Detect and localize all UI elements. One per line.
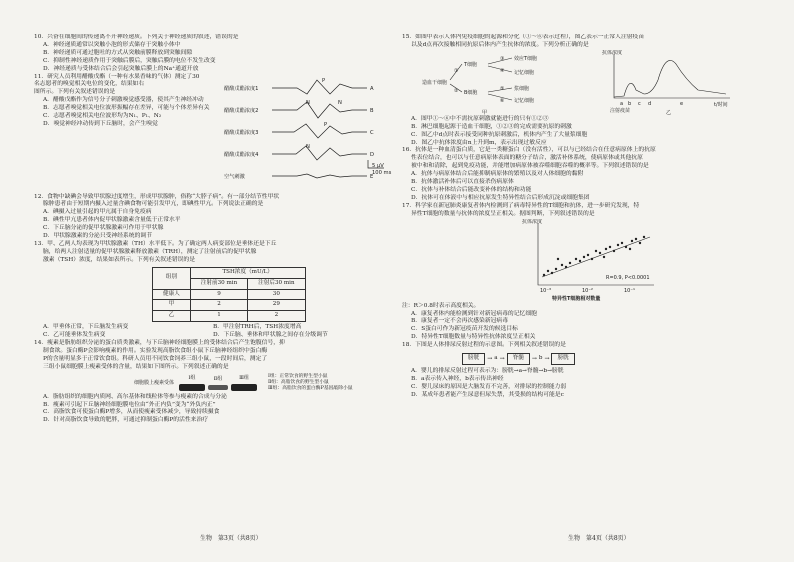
q15-figure-yi (602, 50, 742, 116)
q14-lane-3 (231, 375, 257, 391)
q14-band-1 (179, 384, 205, 391)
q15-proc-1: ① (454, 67, 459, 74)
q17-point (635, 237, 637, 239)
q16-stem-3: 被中和和清除，起到免疫功能，并能增加病原体被吞噬细胞吞噬的概率等。下列叙述错误的是 (411, 163, 649, 170)
q16-option-b: B．抗体激活补体后可以直接杀伤病原体 (411, 179, 514, 186)
q11-stem-1: 11．研究人员利用醋酸戊酯（一种有水果香味的气体）测定了30 (34, 73, 200, 80)
q15-cell-6: 记忆细胞 (514, 97, 535, 104)
q18-flow-bladder-1: 膀胱 (462, 353, 485, 365)
q17-point (639, 241, 641, 243)
q15-option-a: A．图甲①～⑥中不需抗原刺激就能进行的只有①②③ (411, 115, 549, 122)
q11-letter-c: C (370, 129, 374, 136)
q11-row-label-4: 醋酸戊酯浓度4 (224, 151, 259, 158)
q12-option-c: C．下丘脑分泌的促甲状腺激素可作用于甲状腺 (43, 225, 164, 232)
table-cell: 1 (190, 311, 247, 322)
table-cell: 29 (248, 300, 305, 311)
q17-point (617, 243, 619, 245)
q15-proc-4: ④ (500, 67, 505, 74)
q11-letter-d: D (370, 151, 374, 158)
q18-option-a: A．婴儿的排尿反射过程可表示为：膀胱→a→脊髓→b→膀胱 (411, 367, 564, 374)
q10-option-a: A．神经递质通常以突触小泡的形式储存于突触小体中 (43, 41, 181, 48)
q14-blot-legend (268, 374, 358, 392)
q14-option-d: D．针对高脂饮食导致的肥胖，可通过抑制蛋白酶P的活性来治疗 (43, 417, 209, 424)
q13-option-d: D．下丘脑、垂体和甲状腺之间存在分级调节 (213, 332, 328, 339)
q15-option-c: C．图乙中d点时表示接受同种抗原刺激后，机体内产生了大量浆细胞 (411, 131, 588, 138)
q17-point (591, 257, 593, 259)
q17-point (643, 235, 645, 237)
q17-option-b: B．康复者一定不会再次感染新冠病毒 (411, 318, 509, 325)
q10-option-d: D．神经递质与受体结合后会引起突触后膜上的Na⁺通道开放 (43, 65, 199, 72)
q16-option-d: D．抗体可在体液中与相应抗原发生特异性结合后形成沉淀或细胞集团 (411, 194, 590, 201)
q18-option-b: B．a表示传入神经，b表示传出神经 (411, 375, 504, 382)
q18-flow-arrow-3: → (531, 355, 537, 363)
q11-block (34, 74, 394, 194)
q15-proc-5: ⑤ (500, 85, 505, 92)
q11-row-label-5: 空气刺激 (224, 173, 245, 180)
q14-lane-label-3: Ⅲ组 (239, 374, 249, 381)
q11-option-d: D．嗅觉神经冲动传到下丘脑时，会产生嗅觉 (43, 120, 158, 127)
q17-point (575, 257, 577, 259)
q17-point (587, 253, 589, 255)
q15-yi-note: 注射疫苗 (610, 107, 631, 114)
q17-stat-label: R=0.9, P<0.0001 (606, 274, 650, 281)
q15-proc-6: ⑥ (500, 97, 505, 104)
q17-stem-2: 异性T细胞的数量与抗体的浓度呈正相关。据图判断，下列叙述错误的是 (411, 210, 595, 217)
q11-trace-3 (272, 121, 367, 138)
q13-options-row-1 (43, 324, 394, 332)
q12-option-a: A．碘摄入过量引起的甲亢属于自身免疫病 (43, 209, 152, 216)
left-page-footer: 生物 第3页（共8页） (200, 535, 262, 542)
q11-peak-n1: N (306, 99, 310, 106)
q11-peak-p1: P (322, 77, 326, 84)
q15-cell-3: 效应T细胞 (514, 55, 538, 62)
q17-points (543, 235, 645, 275)
q18-flow-a: a (494, 355, 498, 362)
q17-point (605, 247, 607, 249)
q17-point (557, 257, 559, 259)
q14-option-c: C．高脂饮食可使蛋白酶P增多，从而使瘦素受体减少，导致持续摄食 (43, 409, 220, 416)
q13-stem-1: 13．甲、乙两人均表现为甲状腺激素（TH）水平低下。为了确定两人病变部位是垂体还是下丘 (34, 240, 277, 247)
q17-point (609, 245, 611, 247)
q11-trace-2 (272, 99, 367, 118)
table-cell: 2 (190, 300, 247, 311)
q17-option-a: A．康复者体内能检测到针对新冠病毒的记忆细胞 (411, 310, 537, 317)
table-row (153, 311, 306, 322)
q14-lane-1 (179, 375, 205, 391)
q13-th-after: 注射后30 min (248, 278, 305, 289)
q17-point (579, 259, 581, 261)
q17-point (599, 251, 601, 253)
q15-yi-tick-c: c (638, 100, 641, 107)
q17-point (629, 247, 631, 249)
q14-stem-1: 14．瘦素是脂肪组织分泌的蛋白质类激素，与下丘脑神经细胞膜上的受体结合后产生饱腹信号，抑 (34, 340, 285, 347)
q17-option-d: D．特异性T细胞数量与特异性抗体浓度呈正相关 (411, 334, 536, 341)
q18-flow-arrow-4: → (544, 355, 550, 363)
q15-option-b: B．淋巴细胞起源于造血干细胞，①②③的完成需要抗原的刺激 (411, 123, 572, 130)
q18-option-c: C．婴儿尿床的原因是大脑发育不完善，对排尿的控制能力弱 (411, 383, 567, 390)
q17-point (569, 261, 571, 263)
q15-yi-tick-d: d (648, 100, 652, 107)
table-cell: 健康人 (153, 289, 191, 300)
q13-table (152, 267, 306, 323)
q11-figure (222, 74, 392, 186)
q11-row-label-1: 醋酸戊酯浓度1 (224, 85, 259, 92)
q15-proc-2: ② (454, 87, 459, 94)
q17-x-tick-1: 10⁻³ (540, 287, 552, 294)
q16-option-c: C．抗体与补体结合后能改变补体的结构和功能 (411, 186, 532, 193)
table-cell: 乙 (153, 311, 191, 322)
table-cell: 甲 (153, 300, 191, 311)
q17-point (625, 245, 627, 247)
q14-legend-1: Ⅰ组：正常饮食的野生型小鼠 (268, 373, 328, 379)
q15-stem-1: 15．如图甲表示人体内免疫细胞的起源和分化（①～⑥表示过程），图乙表示一正常人注射疫苗 (402, 34, 645, 40)
q15-cell-1: 造血干细胞 (422, 79, 448, 86)
q11-peak-p2: P (324, 121, 328, 128)
q11-stem-3: 图所示。下列有关叙述错误的是 (34, 89, 116, 96)
q16-option-a: A．抗体与病原体结合后能抑制病原体的繁殖以及对人体细胞的黏附 (411, 171, 584, 178)
q11-row-label-3: 醋酸戊酯浓度3 (224, 129, 259, 136)
table-cell: 30 (248, 289, 305, 300)
q15-figures (402, 50, 762, 116)
q17-x-tick-3: 10⁻¹ (624, 287, 636, 294)
q18-flow-diagram (462, 353, 762, 365)
q17-point (631, 239, 633, 241)
q15-cell-2: T细胞 (464, 61, 478, 68)
right-page-footer: 生物 第4页（共8页） (568, 535, 630, 542)
table-row (153, 300, 306, 311)
q12-stem-2: 腺肿患者由于短期内摄入过量含碘食物可能引发甲亢，即碘性甲亢。下列说法正确的是 (43, 201, 264, 208)
q17-option-c: C．S蛋白可作为新冠疫苗开发的候选目标 (411, 326, 518, 333)
left-page (34, 34, 394, 526)
table-row (153, 289, 306, 300)
q11-time-label: 100 ms (372, 169, 392, 176)
q14-stem-2: 制食欲。蛋白酶P会影响瘦素的作用。实验发现高脂饮食组小鼠下丘脑神经组织中蛋白酶 (43, 347, 268, 354)
q17-point (583, 255, 585, 257)
q15-cell-5: 浆细胞 (514, 85, 530, 92)
q13-th-tsh: TSH浓度（mU/L） (190, 267, 305, 278)
q14-lane-label-2: Ⅱ组 (213, 375, 223, 382)
q17-point (547, 269, 549, 271)
q11-letter-e: E (370, 173, 374, 180)
q13-th-group: 组别 (153, 267, 191, 289)
q18-flow-bladder-2: 膀胱 (551, 353, 574, 365)
q12-option-d: D．甲状腺激素的分泌只受神经系统的调节 (43, 233, 152, 240)
q16-stem-2: 性表位结合，也可以与任意病原体表面的糖分子结合，激活补体系统，使病原体或其他抗原 (411, 155, 643, 162)
q15-proc-3: ③ (500, 55, 505, 62)
q15-jia-caption: 甲 (482, 109, 488, 116)
q14-lane-2 (208, 376, 228, 390)
q17-point (543, 273, 545, 275)
q14-band-2 (208, 385, 228, 390)
q14-legend-3: Ⅲ组：高脂饮食的蛋白酶P基因敲除小鼠 (268, 385, 353, 391)
q15-cell-4: B细胞 (464, 89, 478, 96)
q12-option-b: B．碘性甲亢患者体内促甲状腺激素含量低于正常水平 (43, 217, 181, 224)
q13-options-row-2 (43, 332, 394, 340)
q11-trace-1 (272, 77, 367, 94)
q15-yi-tick-e: e (680, 100, 684, 107)
q18-flow-b: b (538, 355, 543, 362)
q14-option-b: B．瘦素可引起下丘脑神经细胞膜电位由“外正内负”变为“外负内正” (43, 401, 216, 408)
q17-point (613, 249, 615, 251)
q15-yi-curve (614, 60, 726, 97)
q11-option-c: C．志愿者嗅觉相关电位波形均为N₁、P₁、N₂ (43, 113, 162, 120)
q17-stem-1: 17．科学家在新冠肺炎康复者体内检测到了病毒特异性的T细胞和抗体，进一步研究发现，特 (402, 202, 640, 209)
q18-option-d: D．某成年患者能产生尿意但尿失禁，其受损的结构可能是c (411, 391, 564, 398)
q14-stem-4: 三组小鼠细胞膜上瘦素受体的含量，结果如下图所示。下列叙述正确的是 (43, 363, 229, 370)
q17-trend-line (542, 237, 650, 277)
q17-x-tick-2: 10⁻² (582, 287, 594, 294)
q17-point (603, 255, 605, 257)
q11-letter-a: A (370, 85, 374, 92)
q17-scatter-plot (522, 219, 662, 303)
q14-blot-row-label: 细胞膜上瘦素受体 (134, 379, 175, 386)
right-page (402, 34, 762, 526)
q14-legend-2: Ⅱ组：高脂饮食的野生型小鼠 (268, 379, 329, 385)
q17-y-label: 抗体浓度 (522, 218, 543, 225)
q10-option-c: C．抑制性神经递质作用于突触后膜后，突触后膜的电位不发生改变 (43, 57, 216, 64)
q11-letter-b: B (370, 107, 374, 114)
q11-stem-2: 名志愿者的嗅觉相关电位的变化，结果如右 (34, 81, 145, 88)
table-cell: 2 (248, 311, 305, 322)
q15-yi-tick-a: a (620, 100, 624, 107)
q12-stem-1: 12．食物中缺碘会导致甲状腺过度增生，形成甲状腺肿，俗称“大脖子病”。有一部分结节性甲状 (34, 193, 280, 200)
q13-option-a: A．甲垂体正常，下丘脑发生病变 (43, 324, 129, 331)
q11-option-a: A．醋酸戊酯作为信号分子刺激嗅觉感受器，使其产生神经冲动 (43, 97, 204, 104)
q15-figure-jia (422, 50, 572, 116)
q13-option-b: B．甲注射TRH后，TSH浓度增高 (213, 324, 302, 331)
q11-scale-label: 5 μV (372, 162, 384, 169)
q17-note: 注：R＞0.8时表示高度相关。 (402, 302, 480, 309)
q15-cell-memory-t: 记忆细胞 (514, 69, 535, 76)
q13-option-c: C．乙可能垂体发生病变 (43, 332, 106, 339)
q18-flow-arrow-1: → (487, 355, 493, 363)
q13-stem-3: 激素（TSH）浓度，结果如表所示。下列有关叙述错误的是 (43, 256, 196, 263)
q15-stem-2: 以及d点再次接触相同抗原后体内产生抗体的浓度。下列分析正确的是 (411, 41, 589, 48)
q15-arrow-1 (450, 64, 462, 80)
q11-peak-n2: N (338, 99, 342, 106)
q16-stem-1: 16．抗体是一种血清蛋白质，它是一类糖蛋白（没有活性），可以与已经结合在任意病原体上的抗原 (402, 147, 656, 154)
q15-yi-tick-b: b (628, 100, 632, 107)
q11-peak-n3: N (306, 143, 310, 150)
q17-x-label: 特异性T细胞相对数量 (552, 295, 601, 302)
q17-point (565, 265, 567, 267)
q13-th-before: 注射前30 min (190, 278, 247, 289)
q17-point (595, 249, 597, 251)
q15-yi-x-label: t/时间 (714, 101, 728, 108)
q18-flow-spinal: 脊髓 (507, 353, 530, 365)
q14-band-3 (231, 384, 257, 391)
q17-point (621, 241, 623, 243)
q11-option-b: B．志愿者嗅觉相关电位波形振幅存在差异，可能与个体差异有关 (43, 105, 210, 112)
q18-flow-arrow-2: → (499, 355, 505, 363)
q15-yi-caption: 乙 (666, 109, 672, 116)
q13-stem-2: 脑，给两人注射适量的促甲状腺激素释放激素（TRH），测定了注射前后的促甲状腺 (43, 248, 257, 255)
q15-yi-y-label: 抗体浓度 (602, 49, 623, 56)
q11-trace-5 (272, 174, 367, 178)
q17-point (551, 271, 553, 273)
q15-option-d: D．图乙中抗体浓度由n上升到m，表示出现过敏反应 (411, 139, 547, 146)
q14-western-blot (134, 374, 394, 392)
q14-stem-3: P的含量明显多于正常饮食组。科研人员用不同饮食饲养三组小鼠，一段时间后，测定了 (43, 355, 268, 362)
q10-stem: 10．兴奋在细胞间的传递离不开神经递质。下列关于神经递质的叙述，错误的是 (34, 34, 239, 40)
q11-trace-4 (272, 143, 367, 160)
q11-row-label-2: 醋酸戊酯浓度2 (224, 107, 259, 114)
q17-point (555, 267, 557, 269)
q10-option-b: B．神经递质可通过胞吐的方式从突触前膜释放到突触间隙 (43, 49, 193, 56)
q14-option-a: A．脂肪组织的细胞内质网、高尔基体和线粒体等参与瘦素的合成与分泌 (43, 393, 227, 400)
q14-lane-label-1: Ⅰ组 (188, 374, 196, 381)
q17-point (561, 263, 563, 265)
q18-stem: 18．下图是人体排尿反射过程的示意图。下列相关叙述错误的是 (402, 342, 566, 349)
table-cell: 9 (190, 289, 247, 300)
